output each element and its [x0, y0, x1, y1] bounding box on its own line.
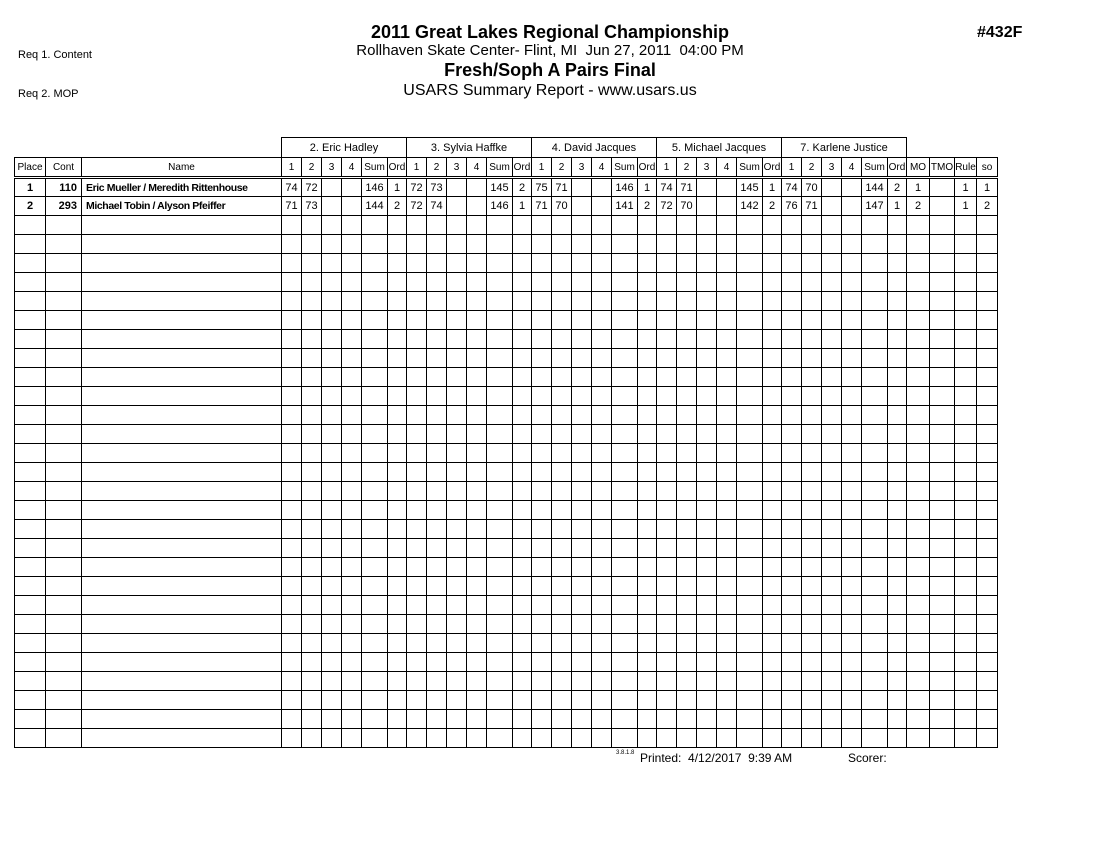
- event-title: Fresh/Soph A Pairs Final: [444, 60, 656, 80]
- score-cell: 71: [552, 178, 572, 197]
- rule-cell: 1: [955, 178, 977, 197]
- score-cell: 75: [532, 178, 552, 197]
- col-header-score4: 4: [842, 158, 862, 178]
- score-cell: 71: [677, 178, 697, 197]
- col-header-ord: Ord: [888, 158, 907, 178]
- score-cell: 71: [802, 197, 822, 216]
- req-line-2: Req 2. MOP: [18, 88, 79, 100]
- empty-table-row: [15, 501, 998, 520]
- empty-table-row: [15, 368, 998, 387]
- empty-table-row: [15, 615, 998, 634]
- col-header-score1: 1: [782, 158, 802, 178]
- score-cell: [322, 178, 342, 197]
- col-header-sum: Sum: [737, 158, 763, 178]
- score-cell: [467, 178, 487, 197]
- empty-table-row: [15, 216, 998, 235]
- ordinal-cell: 1: [763, 178, 782, 197]
- empty-table-row: [15, 558, 998, 577]
- ordinal-cell: 2: [638, 197, 657, 216]
- score-cell: [572, 197, 592, 216]
- sum-cell: 146: [362, 178, 388, 197]
- col-header-sum: Sum: [612, 158, 638, 178]
- empty-table-row: [15, 349, 998, 368]
- score-cell: [717, 197, 737, 216]
- sum-cell: 146: [612, 178, 638, 197]
- sum-ordinals-cell: 1: [977, 178, 998, 197]
- col-header-score2: 2: [427, 158, 447, 178]
- col-header-score4: 4: [717, 158, 737, 178]
- score-cell: [592, 178, 612, 197]
- ordinal-cell: 2: [763, 197, 782, 216]
- empty-table-row: [15, 539, 998, 558]
- score-cell: 72: [657, 197, 677, 216]
- table-row: [15, 178, 998, 197]
- empty-table-row: [15, 463, 998, 482]
- score-cell: [822, 178, 842, 197]
- sum-cell: 147: [862, 197, 888, 216]
- sum-cell: 144: [362, 197, 388, 216]
- score-cell: [842, 178, 862, 197]
- score-cell: 72: [407, 178, 427, 197]
- empty-table-row: [15, 729, 998, 748]
- col-header-score3: 3: [322, 158, 342, 178]
- score-table: [14, 137, 998, 748]
- score-cell: [467, 197, 487, 216]
- empty-table-row: [15, 672, 998, 691]
- ordinal-cell: 2: [888, 178, 907, 197]
- score-cell: [322, 197, 342, 216]
- col-header-score2: 2: [802, 158, 822, 178]
- sum-cell: 144: [862, 178, 888, 197]
- empty-table-row: [15, 653, 998, 672]
- col-header-score3: 3: [697, 158, 717, 178]
- col-header-score1: 1: [407, 158, 427, 178]
- score-cell: 71: [532, 197, 552, 216]
- score-cell: 73: [427, 178, 447, 197]
- judge-header-sylvia-haffke: 3. Sylvia Haffke: [407, 138, 532, 158]
- empty-table-row: [15, 273, 998, 292]
- sum-cell: 145: [737, 178, 763, 197]
- judge-header-karlene-justice: 7. Karlene Justice: [782, 138, 907, 158]
- col-header-rule: Rule: [955, 158, 977, 178]
- total-majority-ordinal-cell: [930, 197, 955, 216]
- score-cell: 72: [407, 197, 427, 216]
- score-cell: 72: [302, 178, 322, 197]
- score-cell: [842, 197, 862, 216]
- score-cell: 76: [782, 197, 802, 216]
- score-cell: 74: [282, 178, 302, 197]
- column-header-row: [15, 158, 998, 178]
- score-cell: [697, 178, 717, 197]
- report-header: [0, 22, 1100, 101]
- score-cell: 73: [302, 197, 322, 216]
- ordinal-cell: 1: [888, 197, 907, 216]
- empty-table-row: [15, 406, 998, 425]
- ordinal-cell: 1: [513, 197, 532, 216]
- printed-timestamp-label: Printed: 4/12/2017 9:39 AM: [640, 751, 793, 765]
- judge-header-michael-jacques: 5. Michael Jacques: [657, 138, 782, 158]
- software-version-label: 3.8.1.8: [616, 750, 635, 756]
- score-cell: 71: [282, 197, 302, 216]
- contestant-number-cell: 110: [46, 178, 82, 197]
- col-header-score4: 4: [467, 158, 487, 178]
- judge-header-eric-hadley: 2. Eric Hadley: [282, 138, 407, 158]
- ordinal-cell: 2: [388, 197, 407, 216]
- report-subtitle: USARS Summary Report - www.usars.us: [403, 82, 697, 99]
- col-header-sum: Sum: [862, 158, 888, 178]
- empty-table-row: [15, 520, 998, 539]
- venue-date-line: Rollhaven Skate Center- Flint, MI Jun 27, 2011 04:00 PM: [356, 42, 744, 59]
- place-cell: 1: [15, 178, 46, 197]
- col-header-score2: 2: [677, 158, 697, 178]
- score-cell: 74: [427, 197, 447, 216]
- skater-names-cell: Eric Mueller / Meredith Rittenhouse: [82, 178, 282, 197]
- col-header-score4: 4: [592, 158, 612, 178]
- col-header-score3: 3: [447, 158, 467, 178]
- contestant-number-cell: 293: [46, 197, 82, 216]
- col-header-score4: 4: [342, 158, 362, 178]
- col-header-score2: 2: [302, 158, 322, 178]
- col-header-score1: 1: [532, 158, 552, 178]
- rule-cell: 1: [955, 197, 977, 216]
- judge-header-david-jacques: 4. David Jacques: [532, 138, 657, 158]
- score-cell: [717, 178, 737, 197]
- col-header-score3: 3: [572, 158, 592, 178]
- ordinal-cell: 1: [388, 178, 407, 197]
- col-header-ord: Ord: [638, 158, 657, 178]
- sum-cell: 142: [737, 197, 763, 216]
- col-header-score3: 3: [822, 158, 842, 178]
- empty-table-row: [15, 425, 998, 444]
- col-header-tmo: TMO: [930, 158, 955, 178]
- score-cell: 70: [552, 197, 572, 216]
- col-header-ord: Ord: [388, 158, 407, 178]
- score-cell: [447, 178, 467, 197]
- col-header-place: Place: [15, 158, 46, 178]
- score-cell: 74: [782, 178, 802, 197]
- total-majority-ordinal-cell: [930, 178, 955, 197]
- score-cell: 74: [657, 178, 677, 197]
- col-header-score1: 1: [282, 158, 302, 178]
- score-cell: [342, 197, 362, 216]
- empty-table-row: [15, 691, 998, 710]
- empty-table-row: [15, 482, 998, 501]
- score-cell: [572, 178, 592, 197]
- score-cell: [697, 197, 717, 216]
- majority-ordinal-cell: 1: [907, 178, 930, 197]
- empty-table-row: [15, 634, 998, 653]
- judge-header-row: [15, 138, 998, 158]
- empty-table-row: [15, 596, 998, 615]
- empty-table-row: [15, 444, 998, 463]
- table-row: [15, 197, 998, 216]
- score-cell: [447, 197, 467, 216]
- score-cell: 70: [677, 197, 697, 216]
- score-cell: [592, 197, 612, 216]
- col-header-so: so: [977, 158, 998, 178]
- place-cell: 2: [15, 197, 46, 216]
- judge-header-spacer-left: [15, 138, 282, 158]
- empty-table-row: [15, 387, 998, 406]
- score-cell: 70: [802, 178, 822, 197]
- col-header-sum: Sum: [487, 158, 513, 178]
- score-cell: [342, 178, 362, 197]
- col-header-ord: Ord: [763, 158, 782, 178]
- req-line-1: Req 1. Content: [18, 49, 92, 61]
- empty-table-row: [15, 710, 998, 729]
- empty-table-row: [15, 235, 998, 254]
- empty-table-row: [15, 254, 998, 273]
- judge-header-spacer-right: [907, 138, 998, 158]
- ordinal-cell: 2: [513, 178, 532, 197]
- empty-table-row: [15, 577, 998, 596]
- sum-cell: 145: [487, 178, 513, 197]
- col-header-name: Name: [82, 158, 282, 178]
- event-number: #432F: [977, 24, 1023, 41]
- championship-title: 2011 Great Lakes Regional Championship: [370, 22, 730, 42]
- majority-ordinal-cell: 2: [907, 197, 930, 216]
- empty-table-row: [15, 330, 998, 349]
- col-header-mo: MO: [907, 158, 930, 178]
- sum-cell: 141: [612, 197, 638, 216]
- scorer-label: Scorer:: [848, 751, 887, 765]
- empty-table-row: [15, 292, 998, 311]
- score-cell: [822, 197, 842, 216]
- col-header-score1: 1: [657, 158, 677, 178]
- col-header-ord: Ord: [513, 158, 532, 178]
- skater-names-cell: Michael Tobin / Alyson Pfeiffer: [82, 197, 282, 216]
- col-header-score2: 2: [552, 158, 572, 178]
- ordinal-cell: 1: [638, 178, 657, 197]
- col-header-sum: Sum: [362, 158, 388, 178]
- sum-cell: 146: [487, 197, 513, 216]
- col-header-cont: Cont: [46, 158, 82, 178]
- sum-ordinals-cell: 2: [977, 197, 998, 216]
- empty-table-row: [15, 311, 998, 330]
